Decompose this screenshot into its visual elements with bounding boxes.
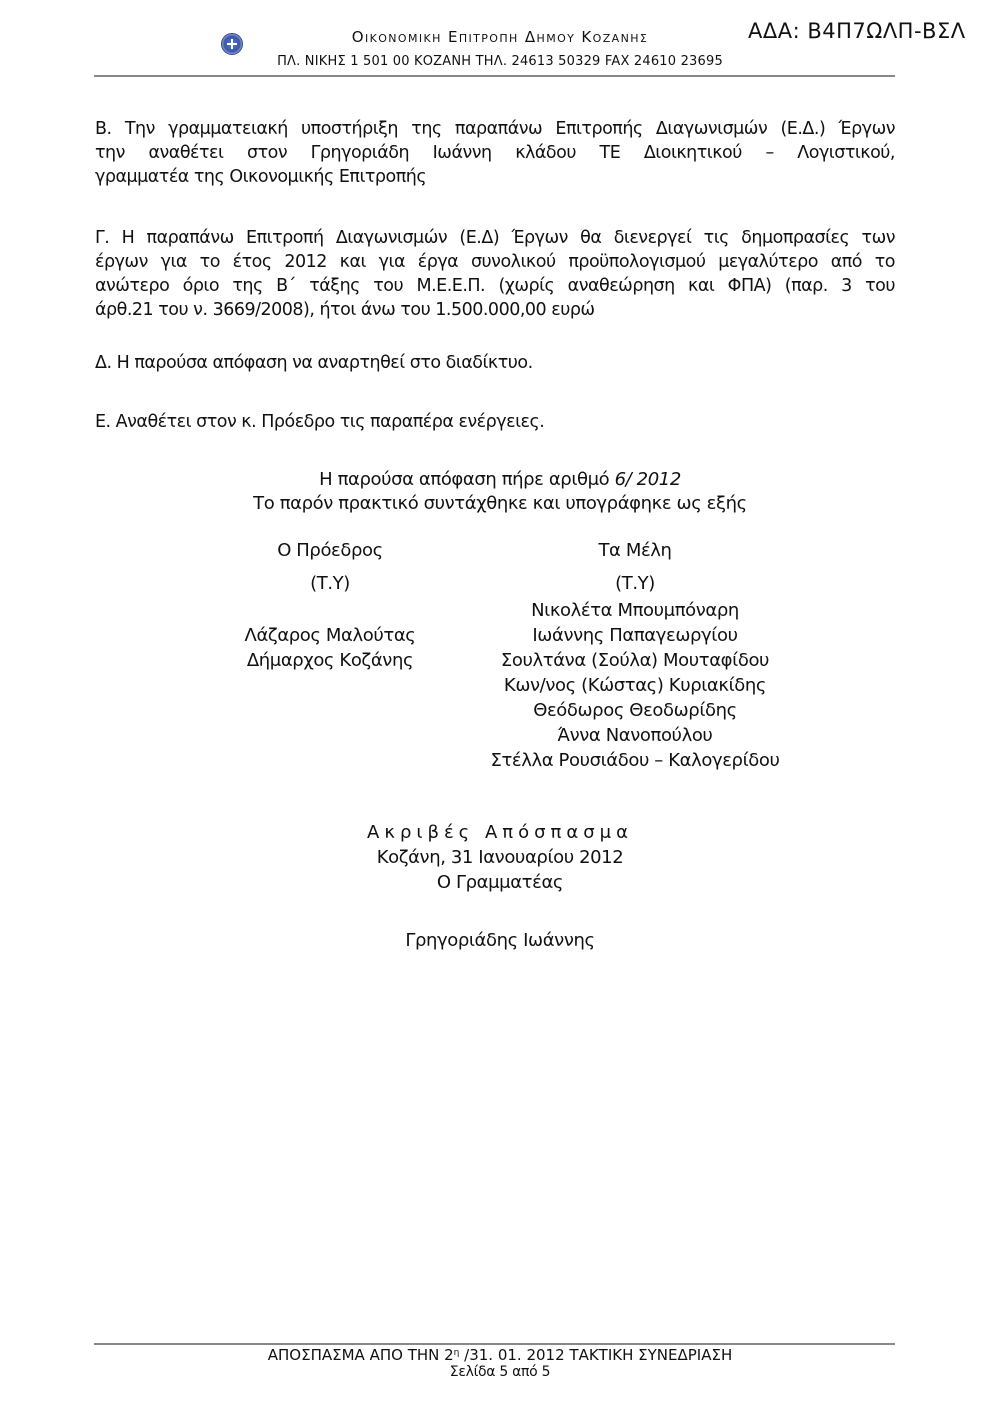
decision-statement [200,468,800,516]
header-divider [94,75,895,77]
president-heading: Ο Πρόεδρος [277,540,383,561]
president-signature-note: (Τ.Υ) [310,573,350,594]
member-name: Στέλλα Ρουσιάδου – Καλογερίδου [490,750,780,771]
certification-role: Ο Γραμματέας [436,872,564,893]
president-title: Δήμαρχος Κοζάνης [246,650,414,671]
signed-statement: Το παρόν πρακτικό συντάχθηκε και υπογράφηκε ως εξής [253,493,747,514]
paragraph-line: έργων για το έτος 2012 και για έργα συνολικού προϋπολογισμού μεγαλύτερο από το [95,252,895,272]
decision-number-line [200,468,800,492]
member-name: Θεόδωρος Θεοδωρίδης [533,700,737,721]
page-number: Σελίδα 5 από 5 [449,1364,551,1380]
members-list [460,598,810,773]
certification-block [250,820,750,895]
header-title: Οικονομικη Επιτροπη Δημου Κοζανης [351,28,649,46]
paragraph-line: Γ. Η παραπάνω Επιτροπή Διαγωνισμών (Ε.Δ) Έργων θα διενεργεί τις δημοπρασίες των [95,228,895,248]
paragraph-line: την αναθέτει στον Γρηγοριάδη Ιωάννη κλάδου ΤΕ Διοικητικού – Λογιστικού, [95,143,895,163]
president-block [200,623,460,673]
member-name: Κων/νος (Κώστας) Κυριακίδης [503,675,767,696]
header-address: ΠΛ. ΝΙΚΗΣ 1 501 00 ΚΟΖΑΝΗ ΤΗΛ. 24613 50329 FAX 24610 23695 [277,54,723,69]
paragraph-line: Δ. Η παρούσα απόφαση να αναρτηθεί στο διαδίκτυο. [95,353,533,373]
footer-session [200,1346,800,1364]
member-name: Σουλτάνα (Σούλα) Μουταφίδου [500,650,770,671]
paragraph-d [95,351,895,375]
decision-number: 6/ 2012 [614,469,681,490]
paragraph-b [95,117,895,189]
footer-suffix: /31. 01. 2012 ΤΑΚΤΙΚΗ ΣΥΝΕΔΡΙΑΣΗ [459,1346,733,1364]
footer-ordinal: η [453,1348,460,1358]
member-name: Ιωάννης Παπαγεωργίου [532,625,738,646]
member-name: Άννα Νανοπούλου [557,725,713,746]
footer-prefix: ΑΠΟΣΠΑΣΜΑ ΑΠΟ ΤΗΝ 2 [267,1346,454,1364]
paragraph-line: γραμματέα της Οικονομικής Επιτροπής [95,167,427,187]
certification-heading: Ακριβές Απόσπασμα [367,822,633,843]
members-heading: Τα Μέλη [598,540,672,561]
paragraph-line: Β. Την γραμματειακή υποστήριξη της παραπάνω Επιτροπής Διαγωνισμών (Ε.Δ.) Έργων [95,119,895,139]
footer-divider [94,1343,895,1345]
president-name: Λάζαρος Μαλούτας [244,625,416,646]
greek-coat-of-arms-icon [221,33,243,55]
certification-place-date: Κοζάνη, 31 Ιανουαρίου 2012 [376,847,624,868]
ada-code: ΑΔΑ: Β4Π7ΩΛΠ-ΒΣΛ [748,19,966,43]
paragraph-g [95,226,895,322]
members-signature-note: (Τ.Υ) [615,573,655,594]
decision-text: Η παρούσα απόφαση πήρε αριθμό [319,469,610,490]
paragraph-e [95,410,895,434]
paragraph-line: άρθ.21 του ν. 3669/2008), ήτοι άνω του 1.500.000,00 ευρώ [95,300,595,320]
paragraph-line: Ε. Αναθέτει στον κ. Πρόεδρο τις παραπέρα ενέργειες. [95,412,545,432]
member-name: Νικολέτα Μπουμπόναρη [531,600,739,621]
secretary-name: Γρηγοριάδης Ιωάννης [405,930,595,951]
paragraph-line: ανώτερο όριο της Β΄ τάξης του Μ.Ε.Ε.Π. (χωρίς αναθεώρηση και ΦΠΑ) (παρ. 3 του [95,276,895,296]
